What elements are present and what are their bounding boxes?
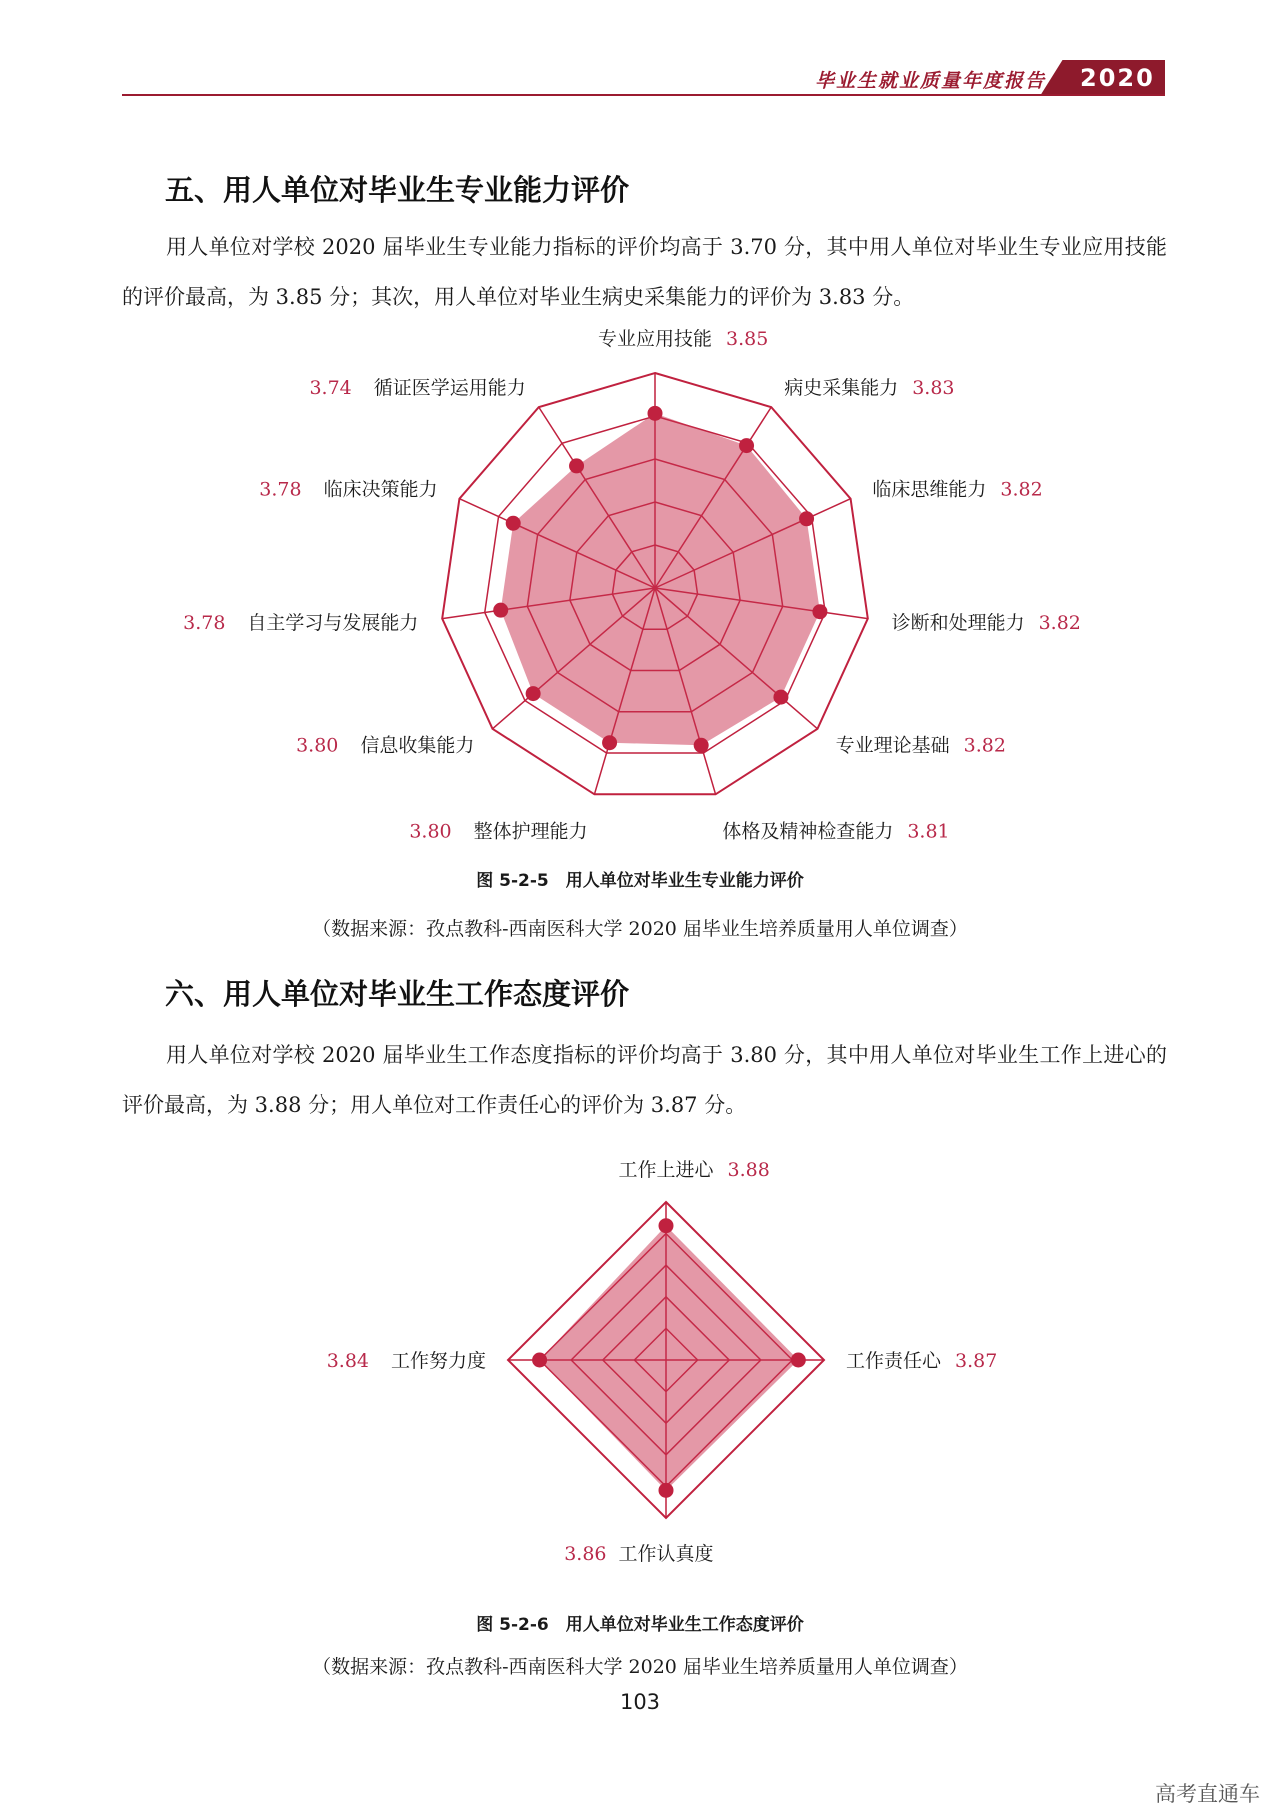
radar-value-label: 3.82: [963, 734, 1006, 757]
radar-data-point: [812, 604, 827, 619]
radar-data-point: [659, 1483, 674, 1498]
radar-axis-label: 循证医学运用能力: [373, 376, 526, 399]
radar-axis-label: 临床思维能力: [872, 478, 987, 501]
radar-axis-label: 专业应用技能: [597, 328, 713, 350]
header-title: 毕业生就业质量年度报告: [815, 70, 1047, 92]
radar-value-label: 3.82: [1000, 478, 1043, 501]
ability-radar-chart: [0, 320, 1280, 850]
radar-axis-label: 工作上进心: [618, 1159, 714, 1181]
radar-axis-label: 工作责任心: [846, 1350, 942, 1372]
radar-value-label: 3.74: [309, 376, 352, 399]
section-6-paragraph: 用人单位对学校 2020 届毕业生工作态度指标的评价均高于 3.80 分，其中用人单位对毕业生工作上进心的评价最高，为 3.88 分；用人单位对工作责任心的评价为 3.87 分。: [122, 1043, 1167, 1117]
figure-5-2-5-caption: 图 5-2-5 用人单位对毕业生专业能力评价: [476, 871, 804, 891]
radar-data-point: [569, 458, 584, 473]
radar-data-point: [493, 603, 508, 618]
section-6-heading: 六、用人单位对毕业生工作态度评价: [165, 977, 630, 1011]
radar-value-label: 3.81: [907, 820, 950, 843]
page-number: 103: [619, 1690, 661, 1714]
attitude-radar-chart: [0, 1150, 1280, 1570]
radar-value-label: 3.80: [409, 820, 452, 843]
figure-5-2-6-source: （数据来源：孜点教科-西南医科大学 2020 届毕业生培养质量用人单位调查）: [312, 1656, 968, 1678]
ability-radar-svg: [0, 320, 1280, 850]
section-5-heading: 五、用人单位对毕业生专业能力评价: [165, 173, 630, 207]
radar-value-label: 3.87: [955, 1350, 998, 1372]
radar-value-label: 3.83: [912, 376, 955, 399]
radar-axis-label: 体格及精神检查能力: [722, 820, 894, 843]
radar-axis-label: 病史采集能力: [784, 376, 899, 399]
radar-value-label: 3.84: [326, 1350, 369, 1372]
radar-axis-label: 诊断和处理能力: [891, 612, 1025, 635]
radar-value-label: 3.78: [183, 612, 226, 635]
radar-data-area: [540, 1226, 799, 1491]
radar-value-label: 3.88: [727, 1159, 770, 1181]
radar-value-label: 3.80: [296, 734, 339, 757]
header-year: 2020: [1080, 64, 1155, 92]
radar-data-point: [506, 516, 521, 531]
figure-5-2-5-source: （数据来源：孜点教科-西南医科大学 2020 届毕业生培养质量用人单位调查）: [312, 918, 968, 940]
radar-axis-label: 自主学习与发展能力: [247, 612, 419, 635]
radar-axis-label: 专业理论基础: [835, 734, 950, 757]
radar-data-point: [799, 511, 814, 526]
radar-axis-label: 信息收集能力: [360, 734, 475, 757]
attitude-radar-svg: [0, 1150, 1280, 1570]
section-5-paragraph: 用人单位对学校 2020 届毕业生专业能力指标的评价均高于 3.70 分，其中用人单位对毕业生专业应用技能的评价最高，为 3.85 分；其次，用人单位对毕业生病史采集能力的评价为 3.83 分。: [122, 235, 1167, 309]
radar-data-point: [773, 690, 788, 705]
radar-data-point: [526, 686, 541, 701]
radar-axis-label: 临床决策能力: [323, 478, 438, 501]
radar-value-label: 3.85: [726, 328, 769, 350]
radar-value-label: 3.82: [1038, 612, 1081, 635]
radar-data-point: [648, 406, 663, 421]
radar-data-point: [659, 1218, 674, 1233]
radar-value-label: 3.78: [259, 478, 302, 501]
radar-data-point: [791, 1353, 806, 1368]
radar-axis-label: 工作努力度: [390, 1350, 486, 1372]
radar-data-area: [501, 413, 820, 745]
radar-data-point: [532, 1353, 547, 1368]
radar-axis-label: 工作认真度: [618, 1543, 714, 1565]
figure-5-2-6-caption: 图 5-2-6 用人单位对毕业生工作态度评价: [476, 1615, 804, 1635]
header-divider: [122, 94, 1165, 96]
radar-data-point: [739, 438, 754, 453]
radar-data-point: [694, 738, 709, 753]
watermark: 高考直通车: [1155, 1782, 1260, 1806]
radar-data-point: [602, 735, 617, 750]
radar-axis-label: 整体护理能力: [473, 820, 588, 843]
radar-value-label: 3.86: [564, 1543, 607, 1565]
